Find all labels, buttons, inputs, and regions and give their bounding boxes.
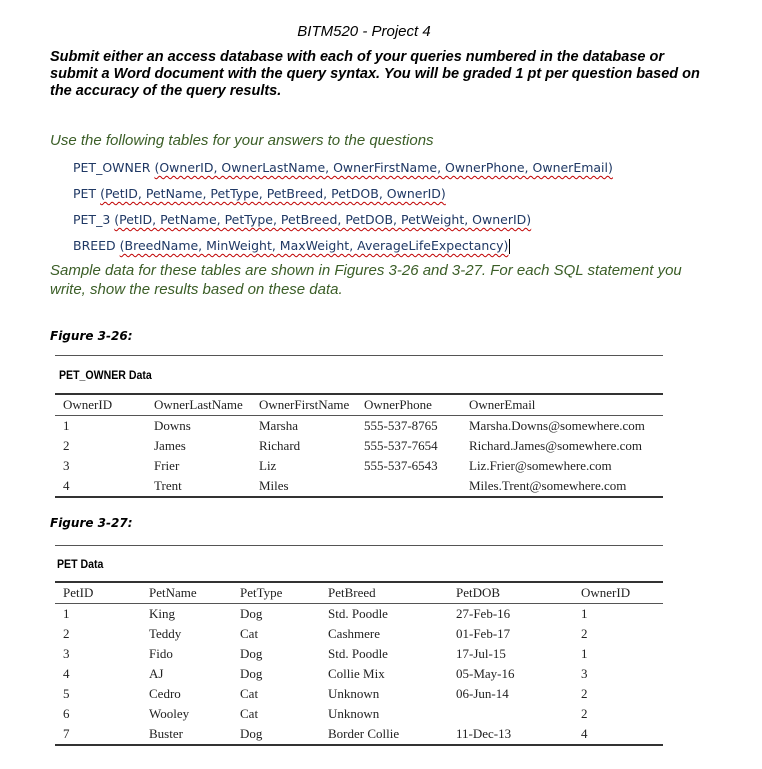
table-cell: [448, 704, 573, 724]
table-cell: AJ: [149, 666, 164, 681]
table-cell: Dog: [240, 666, 263, 681]
table-cell: 27-Feb-16: [456, 606, 511, 621]
table-cell: Miles: [251, 476, 356, 497]
column-header: OwnerEmail: [461, 394, 663, 416]
table-cell: Fido: [149, 646, 173, 661]
table-cell: Richard.James@somewhere.com: [469, 438, 642, 453]
table-cell: 4: [63, 666, 70, 681]
text-cursor: [509, 239, 510, 254]
table-cell: 3: [63, 458, 70, 473]
table-row: [55, 704, 663, 724]
table-row: [55, 436, 663, 456]
table-cell: King: [149, 606, 175, 621]
use-tables-text: Use the following tables for your answers to the questions: [50, 132, 434, 149]
table-row: [55, 644, 663, 664]
table-cell: 06-Jun-14: [456, 686, 509, 701]
table-cell: Collie Mix: [328, 666, 385, 681]
table-def-pet: PET (PetID, PetName, PetType, PetBreed, PetDOB, OwnerID): [73, 186, 446, 201]
table-cell: 11-Dec-13: [448, 724, 573, 745]
table-cell: Teddy: [149, 626, 182, 641]
table-cell: Cat: [240, 626, 259, 641]
table-cell: Cat: [240, 706, 259, 721]
table-cell: Marsha.Downs@somewhere.com: [469, 418, 645, 433]
table-row: [55, 664, 663, 684]
column-header: OwnerPhone: [356, 394, 461, 416]
table-cell: Frier: [154, 458, 180, 473]
table-cell: Border Collie: [320, 724, 448, 745]
table-cell: [356, 476, 461, 497]
column-header: PetBreed: [320, 582, 448, 604]
table-cell: Wooley: [149, 706, 190, 721]
table-def-breed: BREED (BreedName, MinWeight, MaxWeight, AverageLifeExpectancy): [73, 238, 509, 253]
table-cell: Trent: [146, 476, 251, 497]
column-header: OwnerFirstName: [251, 394, 356, 416]
table-cell: Std. Poodle: [328, 606, 388, 621]
table-cell: Downs: [154, 418, 191, 433]
table-cell: Dog: [240, 606, 263, 621]
table-cell: Buster: [141, 724, 232, 745]
table-cell: 1: [581, 606, 588, 621]
table-cell: 1: [581, 646, 588, 661]
table-definitions: [73, 158, 613, 262]
sample-data-text: Sample data for these tables are shown in Figures 3-26 and 3-27. For each SQL statement you write, show the results based on these data.: [50, 262, 682, 298]
table-cell: 3: [63, 646, 70, 661]
table-cell: 2: [581, 686, 588, 701]
column-header: PetID: [55, 582, 141, 604]
table-cell: 555-537-6543: [364, 458, 438, 473]
table-row: [55, 456, 663, 476]
table-header-row: [55, 582, 663, 604]
table-def-pet3: PET_3 (PetID, PetName, PetType, PetBreed, PetDOB, PetWeight, OwnerID): [73, 212, 532, 227]
table-cell: Dog: [232, 724, 320, 745]
table-cell: Liz: [259, 458, 277, 473]
table-row: [55, 724, 663, 745]
table-cell: 555-537-7654: [364, 438, 438, 453]
pet-owner-table: [55, 393, 663, 498]
table-cell: 3: [581, 666, 588, 681]
table-cell: Marsha: [259, 418, 298, 433]
table-cell: 6: [63, 706, 70, 721]
table-cell: Cat: [240, 686, 259, 701]
figure-27-label: Figure 3-27:: [50, 516, 133, 530]
table-cell: Richard: [259, 438, 301, 453]
column-header: OwnerID: [55, 394, 146, 416]
table-row: [55, 476, 663, 497]
table-cell: Miles.Trent@somewhere.com: [461, 476, 663, 497]
column-header: PetType: [232, 582, 320, 604]
table-header-row: [55, 394, 663, 416]
table-row: [55, 604, 663, 625]
table-cell: 2: [63, 626, 70, 641]
table-cell: 05-May-16: [456, 666, 515, 681]
table-cell: Cedro: [149, 686, 181, 701]
figure-26-rule: [55, 355, 663, 356]
table-cell: Std. Poodle: [328, 646, 388, 661]
pet-table: [55, 581, 663, 746]
column-header: OwnerID: [573, 582, 663, 604]
pet-table-title: PET Data: [57, 557, 104, 571]
table-row: [55, 684, 663, 704]
figure-27-rule: [55, 545, 663, 546]
table-cell: James: [154, 438, 186, 453]
table-cell: Dog: [240, 646, 263, 661]
figure-26-label: Figure 3-26:: [50, 329, 133, 343]
table-cell: 2: [581, 626, 588, 641]
pet-owner-table-title: PET_OWNER Data: [59, 368, 152, 382]
table-cell: 17-Jul-15: [456, 646, 506, 661]
column-header: PetName: [141, 582, 232, 604]
table-cell: 2: [581, 706, 588, 721]
table-cell: Unknown: [328, 706, 380, 721]
table-cell: 4: [55, 476, 146, 497]
column-header: PetDOB: [448, 582, 573, 604]
table-cell: 5: [63, 686, 70, 701]
table-cell: Cashmere: [328, 626, 380, 641]
table-cell: 4: [573, 724, 663, 745]
table-cell: 1: [63, 418, 70, 433]
table-cell: 7: [55, 724, 141, 745]
table-cell: 1: [63, 606, 70, 621]
table-cell: 555-537-8765: [364, 418, 438, 433]
column-header: OwnerLastName: [146, 394, 251, 416]
table-def-pet-owner: PET_OWNER (OwnerID, OwnerLastName, OwnerFirstName, OwnerPhone, OwnerEmail): [73, 160, 613, 175]
table-cell: 01-Feb-17: [456, 626, 511, 641]
table-cell: 2: [63, 438, 70, 453]
table-cell: Liz.Frier@somewhere.com: [469, 458, 612, 473]
table-row: [55, 416, 663, 437]
instructions-paragraph: Submit either an access database with each of your queries numbered in the database or submit a Word document with the query syntax. You will be graded 1 pt per question based on the accuracy of the query results.: [50, 49, 700, 99]
table-row: [55, 624, 663, 644]
document-title: BITM520 - Project 4: [297, 23, 431, 40]
table-cell: Unknown: [328, 686, 380, 701]
